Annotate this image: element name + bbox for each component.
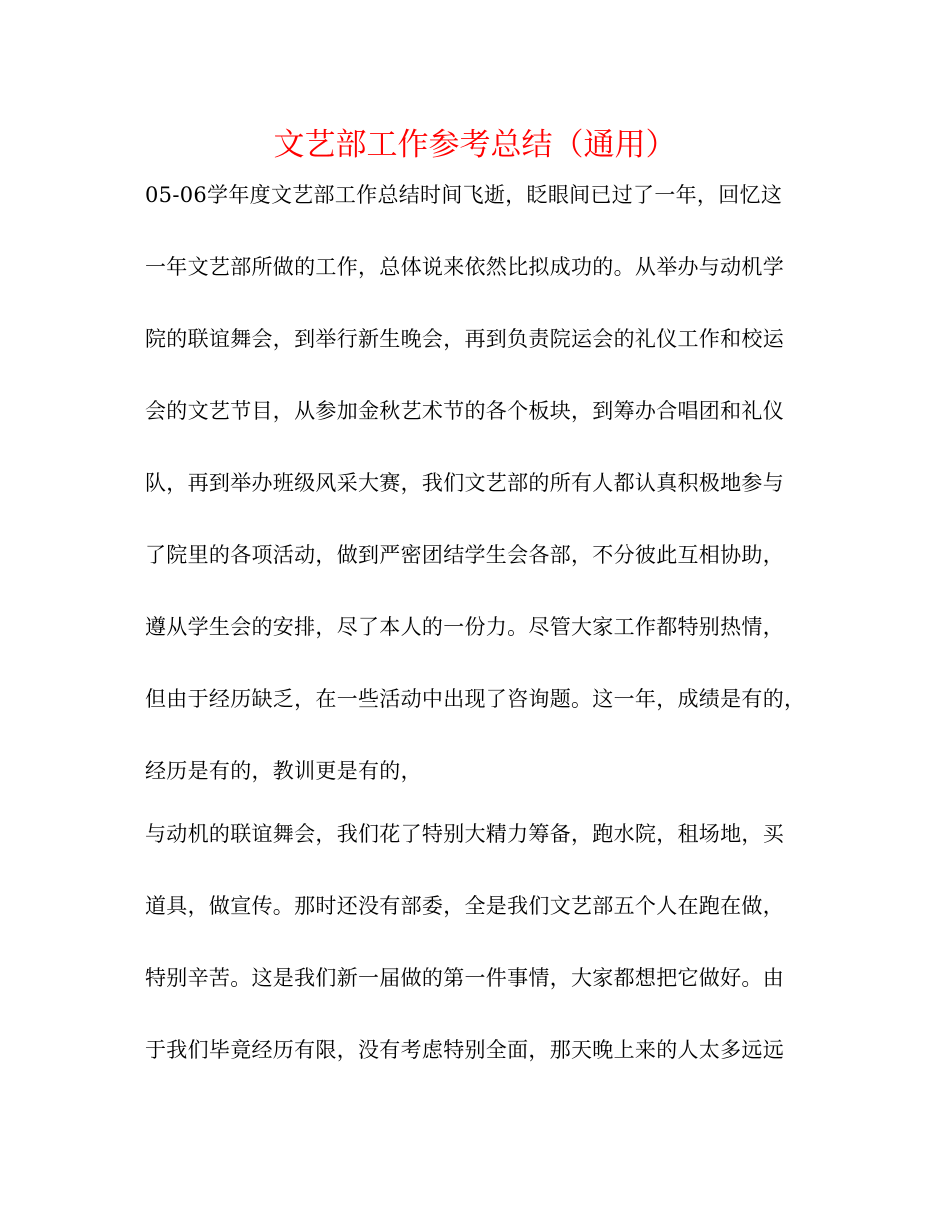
body-line: 队，再到举办班级风采大赛，我们文艺部的所有人都认真积极地参与 (145, 471, 784, 495)
body-line: 与动机的联谊舞会，我们花了特别大精力筹备，跑水院，租场地，买 (145, 822, 784, 846)
body-line: 于我们毕竟经历有限，没有考虑特别全面，那天晚上来的人太多远远 (145, 1038, 784, 1062)
document-title: 文艺部工作参考总结（通用） (273, 127, 677, 163)
body-line: 了院里的各项活动，做到严密团结学生会各部，不分彼此互相协助， (145, 543, 784, 567)
body-line: 一年文艺部所做的工作，总体说来依然比拟成功的。从举办与动机学 (145, 255, 784, 279)
body-line: 会的文艺节目，从参加金秋艺术节的各个板块，到筹办合唱团和礼仪 (145, 399, 784, 423)
body-line: 遵从学生会的安排，尽了本人的一份力。尽管大家工作都特别热情， (145, 615, 784, 639)
body-line: 特别辛苦。这是我们新一届做的第一件事情，大家都想把它做好。由 (145, 966, 784, 990)
body-line: 经历是有的，教训更是有的， (145, 759, 422, 783)
body-line: 道具，做宣传。那时还没有部委，全是我们文艺部五个人在跑在做， (145, 894, 784, 918)
body-line: 院的联谊舞会，到举行新生晚会，再到负责院运会的礼仪工作和校运 (145, 327, 784, 351)
body-line: 05-06学年度文艺部工作总结时间飞逝，眨眼间已过了一年，回忆这 (145, 183, 783, 207)
body-line: 但由于经历缺乏，在一些活动中出现了咨询题。这一年，成绩是有的， (145, 687, 806, 711)
